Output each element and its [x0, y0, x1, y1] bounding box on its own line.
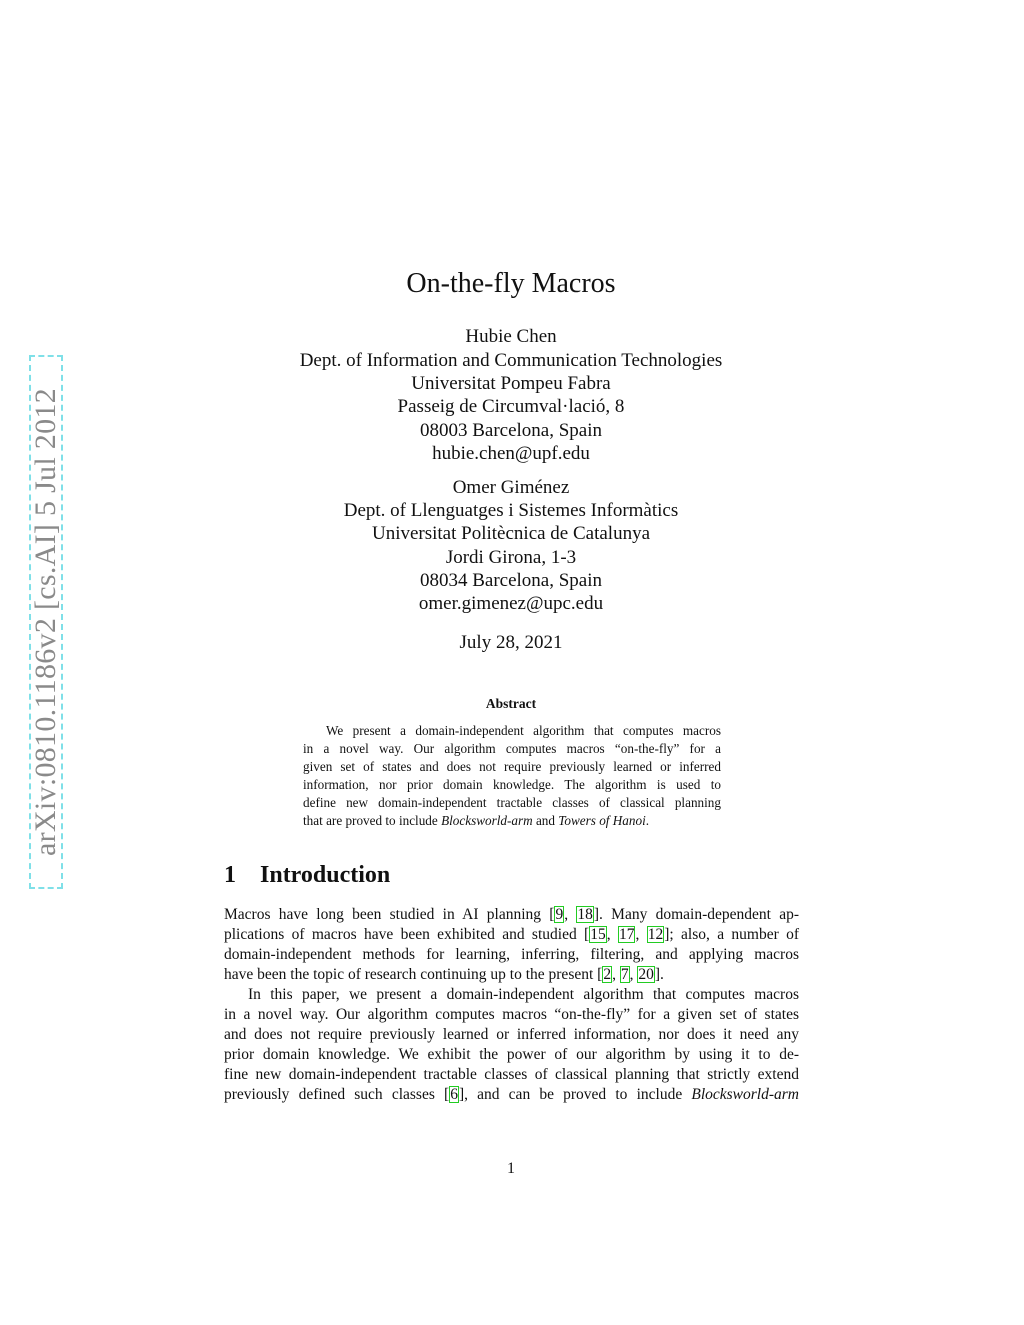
paragraph-line: prior domain knowledge. We exhibit the power of our algorithm by using it to de-: [224, 1046, 799, 1063]
citation-link[interactable]: 18: [577, 906, 593, 923]
section-number: 1: [224, 862, 236, 888]
abstract-line: define new domain-independent tractable classes of classical planning: [303, 795, 721, 810]
author2-department: Dept. of Llenguatges i Sistemes Informàtics: [343, 500, 679, 521]
citation-link[interactable]: 15: [590, 926, 606, 943]
abstract-line: We present a domain-independent algorithm that computes macros: [326, 723, 721, 738]
author1-city: 08003 Barcelona, Spain: [419, 420, 603, 441]
author1-email: hubie.chen@upf.edu: [432, 443, 590, 464]
author1-street: Passeig de Circumval·lació, 8: [397, 396, 625, 417]
paragraph-line: fine new domain-independent tractable classes of classical planning that strictly extend: [224, 1066, 799, 1083]
page-number: 1: [507, 1160, 515, 1177]
author2-city: 08034 Barcelona, Spain: [419, 570, 603, 591]
author2-email: omer.gimenez@upc.edu: [418, 593, 604, 614]
author2-name: Omer Giménez: [452, 477, 570, 498]
paragraph-line: and does not require previously learned or inferred information, nor does it need any: [224, 1026, 799, 1043]
section-title: Introduction: [260, 862, 391, 888]
citation-link[interactable]: 2: [603, 966, 612, 983]
abstract-heading: Abstract: [485, 696, 537, 711]
blocksworld-arm-term: Blocksworld-arm: [441, 813, 533, 828]
abstract-line: that are proved to include Blocksworld-arm and Towers of Hanoi.: [303, 813, 650, 828]
paper-date: July 28, 2021: [459, 632, 563, 653]
author2-university: Universitat Politècnica de Catalunya: [371, 523, 651, 544]
blocksworld-arm-term: Blocksworld-arm: [691, 1086, 799, 1103]
section-heading: [224, 862, 390, 889]
arxiv-identifier: arXiv:0810.1186v2 [cs.AI] 5 Jul 2012: [29, 388, 62, 856]
abstract-line: information, nor prior domain knowledge. The algorithm is used to: [303, 777, 721, 792]
paragraph-line: In this paper, we present a domain-independent algorithm that computes macros: [248, 986, 799, 1003]
abstract-line: in a novel way. Our algorithm computes macros “on-the-fly” for a: [303, 741, 721, 756]
author1-department: Dept. of Information and Communication Technologies: [299, 350, 723, 371]
paragraph-line: plications of macros have been exhibited and studied [15, 17, 12]; also, a number of: [224, 926, 800, 943]
paragraph-line: previously defined such classes [6], and can be proved to include Blocksworld-arm: [224, 1086, 799, 1103]
paragraph-line: Macros have long been studied in AI planning [9, 18]. Many domain-dependent ap-: [224, 906, 800, 923]
citation-link[interactable]: 17: [618, 926, 635, 943]
paper-title: On-the-fly Macros: [406, 268, 616, 299]
author1-university: Universitat Pompeu Fabra: [411, 373, 611, 394]
author2-street: Jordi Girona, 1-3: [445, 547, 577, 568]
citation-link[interactable]: 7: [620, 966, 629, 983]
paragraph-line: have been the topic of research continuing up to the present [2, 7, 20].: [224, 966, 664, 983]
citation-link[interactable]: 6: [450, 1086, 458, 1103]
abstract-line: given set of states and does not require previously learned or inferred: [303, 759, 721, 774]
author1-name: Hubie Chen: [465, 326, 557, 347]
citation-link[interactable]: 9: [555, 906, 564, 923]
paragraph-line: in a novel way. Our algorithm computes macros “on-the-fly” for a given set of states: [224, 1006, 799, 1023]
citation-link[interactable]: 12: [647, 926, 664, 943]
towers-of-hanoi-term: Towers of Hanoi: [558, 813, 646, 828]
citation-link[interactable]: 20: [638, 966, 654, 983]
paragraph-line: domain-independent methods for learning, inferring, filtering, and applying macros: [224, 946, 799, 963]
